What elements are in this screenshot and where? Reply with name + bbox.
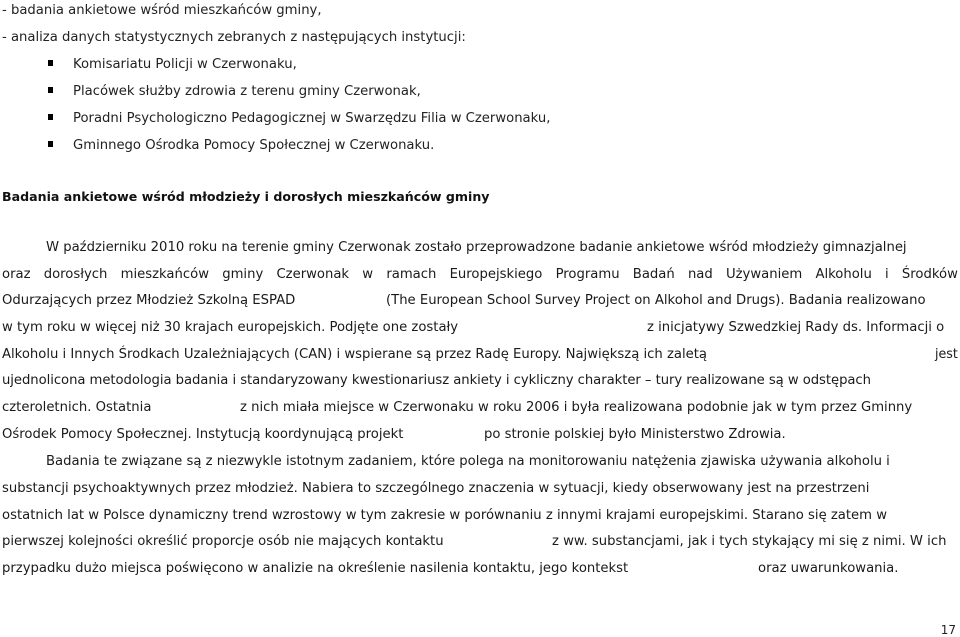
square-bullet-icon <box>48 141 53 147</box>
intro-line-1: - badania ankietowe wśród mieszkańców gminy, <box>2 3 322 18</box>
paragraph-line: czteroletnich. Ostatnia <box>2 400 152 415</box>
page-number: 17 <box>940 623 956 637</box>
bullet-text: Poradni Psychologiczno Pedagogicznej w Swarzędzu Filia w Czerwonaku, <box>73 111 551 126</box>
square-bullet-icon <box>48 87 53 93</box>
paragraph-line: przypadku dużo miejsca poświęcono w analizie na określenie nasilenia kontaktu, jego kontekst <box>2 561 629 576</box>
paragraph-line: w tym roku w więcej niż 30 krajach europejskich. Podjęte one zostały <box>2 320 459 335</box>
word: gminy <box>222 267 264 282</box>
bullet-item <box>48 112 550 125</box>
word: nad <box>687 267 713 282</box>
bullet-text: Gminnego Ośrodka Pomocy Społecznej w Czerwonaku. <box>73 138 435 153</box>
paragraph-line <box>2 268 958 281</box>
section-heading: Badania ankietowe wśród młodzieży i dorosłych mieszkańców gminy <box>2 189 490 204</box>
bullet-text: Placówek służby zdrowia z terenu gminy Czerwonak, <box>73 84 421 99</box>
paragraph-line: z inicjatywy Szwedzkiej Rady ds. Informacji o <box>647 320 945 335</box>
paragraph-line: z ww. substancjami, jak i tych stykający mi się z nimi. W ich <box>552 534 947 549</box>
word: Czerwonak <box>276 267 350 282</box>
word: Europejskiego <box>449 267 543 282</box>
paragraph-line: Ośrodek Pomocy Społecznej. Instytucją koordynującą projekt <box>2 427 404 442</box>
word: Używaniem <box>725 267 803 282</box>
paragraph-line: (The European School Survey Project on Alkohol and Drugs). Badania realizowano <box>386 293 926 308</box>
word: oraz <box>2 267 31 282</box>
bullet-item <box>48 58 297 71</box>
bullet-item <box>48 139 434 152</box>
paragraph-line: oraz uwarunkowania. <box>758 561 899 576</box>
word: i <box>885 267 889 282</box>
paragraph-line: jest <box>935 347 958 362</box>
square-bullet-icon <box>48 60 53 66</box>
word: mieszkańców <box>120 267 209 282</box>
paragraph-line: z nich miała miejsce w Czerwonaku w roku 2006 i była realizowana podobnie jak w tym przez Gminny <box>240 400 913 415</box>
word: Środków <box>901 267 958 282</box>
paragraph-line: ujednolicona metodologia badania i standaryzowany kwestionariusz ankiety i cykliczny charakter – tury realizowane są w odstępach <box>2 373 871 388</box>
word: Alkoholu <box>815 267 872 282</box>
paragraph-line: ostatnich lat w Polsce dynamiczny trend wzrostowy w tym zakresie w porównaniu z innymi krajami europejskimi. Starano się zatem w <box>2 508 887 523</box>
intro-line-2: - analiza danych statystycznych zebranych z następujących instytucji: <box>2 30 466 45</box>
word: Programu <box>555 267 620 282</box>
word: dorosłych <box>43 267 108 282</box>
paragraph-line: Badania te związane są z niezwykle istotnym zadaniem, które polega na monitorowaniu natężenia zjawiska używania alkoholu i <box>46 454 890 469</box>
paragraph-line: substancji psychoaktywnych przez młodzież. Nabiera to szczególnego znaczenia w sytuacji, kiedy obserwowany jest na przestrzeni <box>2 481 870 496</box>
paragraph-line: pierwszej kolejności określić proporcje osób nie mających kontaktu <box>2 534 444 549</box>
paragraph-line: Alkoholu i Innych Środkach Uzależniających (CAN) i wspierane są przez Radę Europy. Największą ich zaletą <box>2 347 707 362</box>
square-bullet-icon <box>48 114 53 120</box>
word: ramach <box>386 267 437 282</box>
word: Badań <box>632 267 675 282</box>
word: w <box>362 267 374 282</box>
bullet-text: Komisariatu Policji w Czerwonaku, <box>73 57 297 72</box>
bullet-item <box>48 85 421 98</box>
paragraph-line: po stronie polskiej było Ministerstwo Zdrowia. <box>484 427 786 442</box>
paragraph-line: Odurzających przez Młodzież Szkolną ESPAD <box>2 293 296 308</box>
paragraph-line: W październiku 2010 roku na terenie gminy Czerwonak zostało przeprowadzone badanie ankietowe wśród młodzieży gimnazjalnej <box>46 240 907 255</box>
